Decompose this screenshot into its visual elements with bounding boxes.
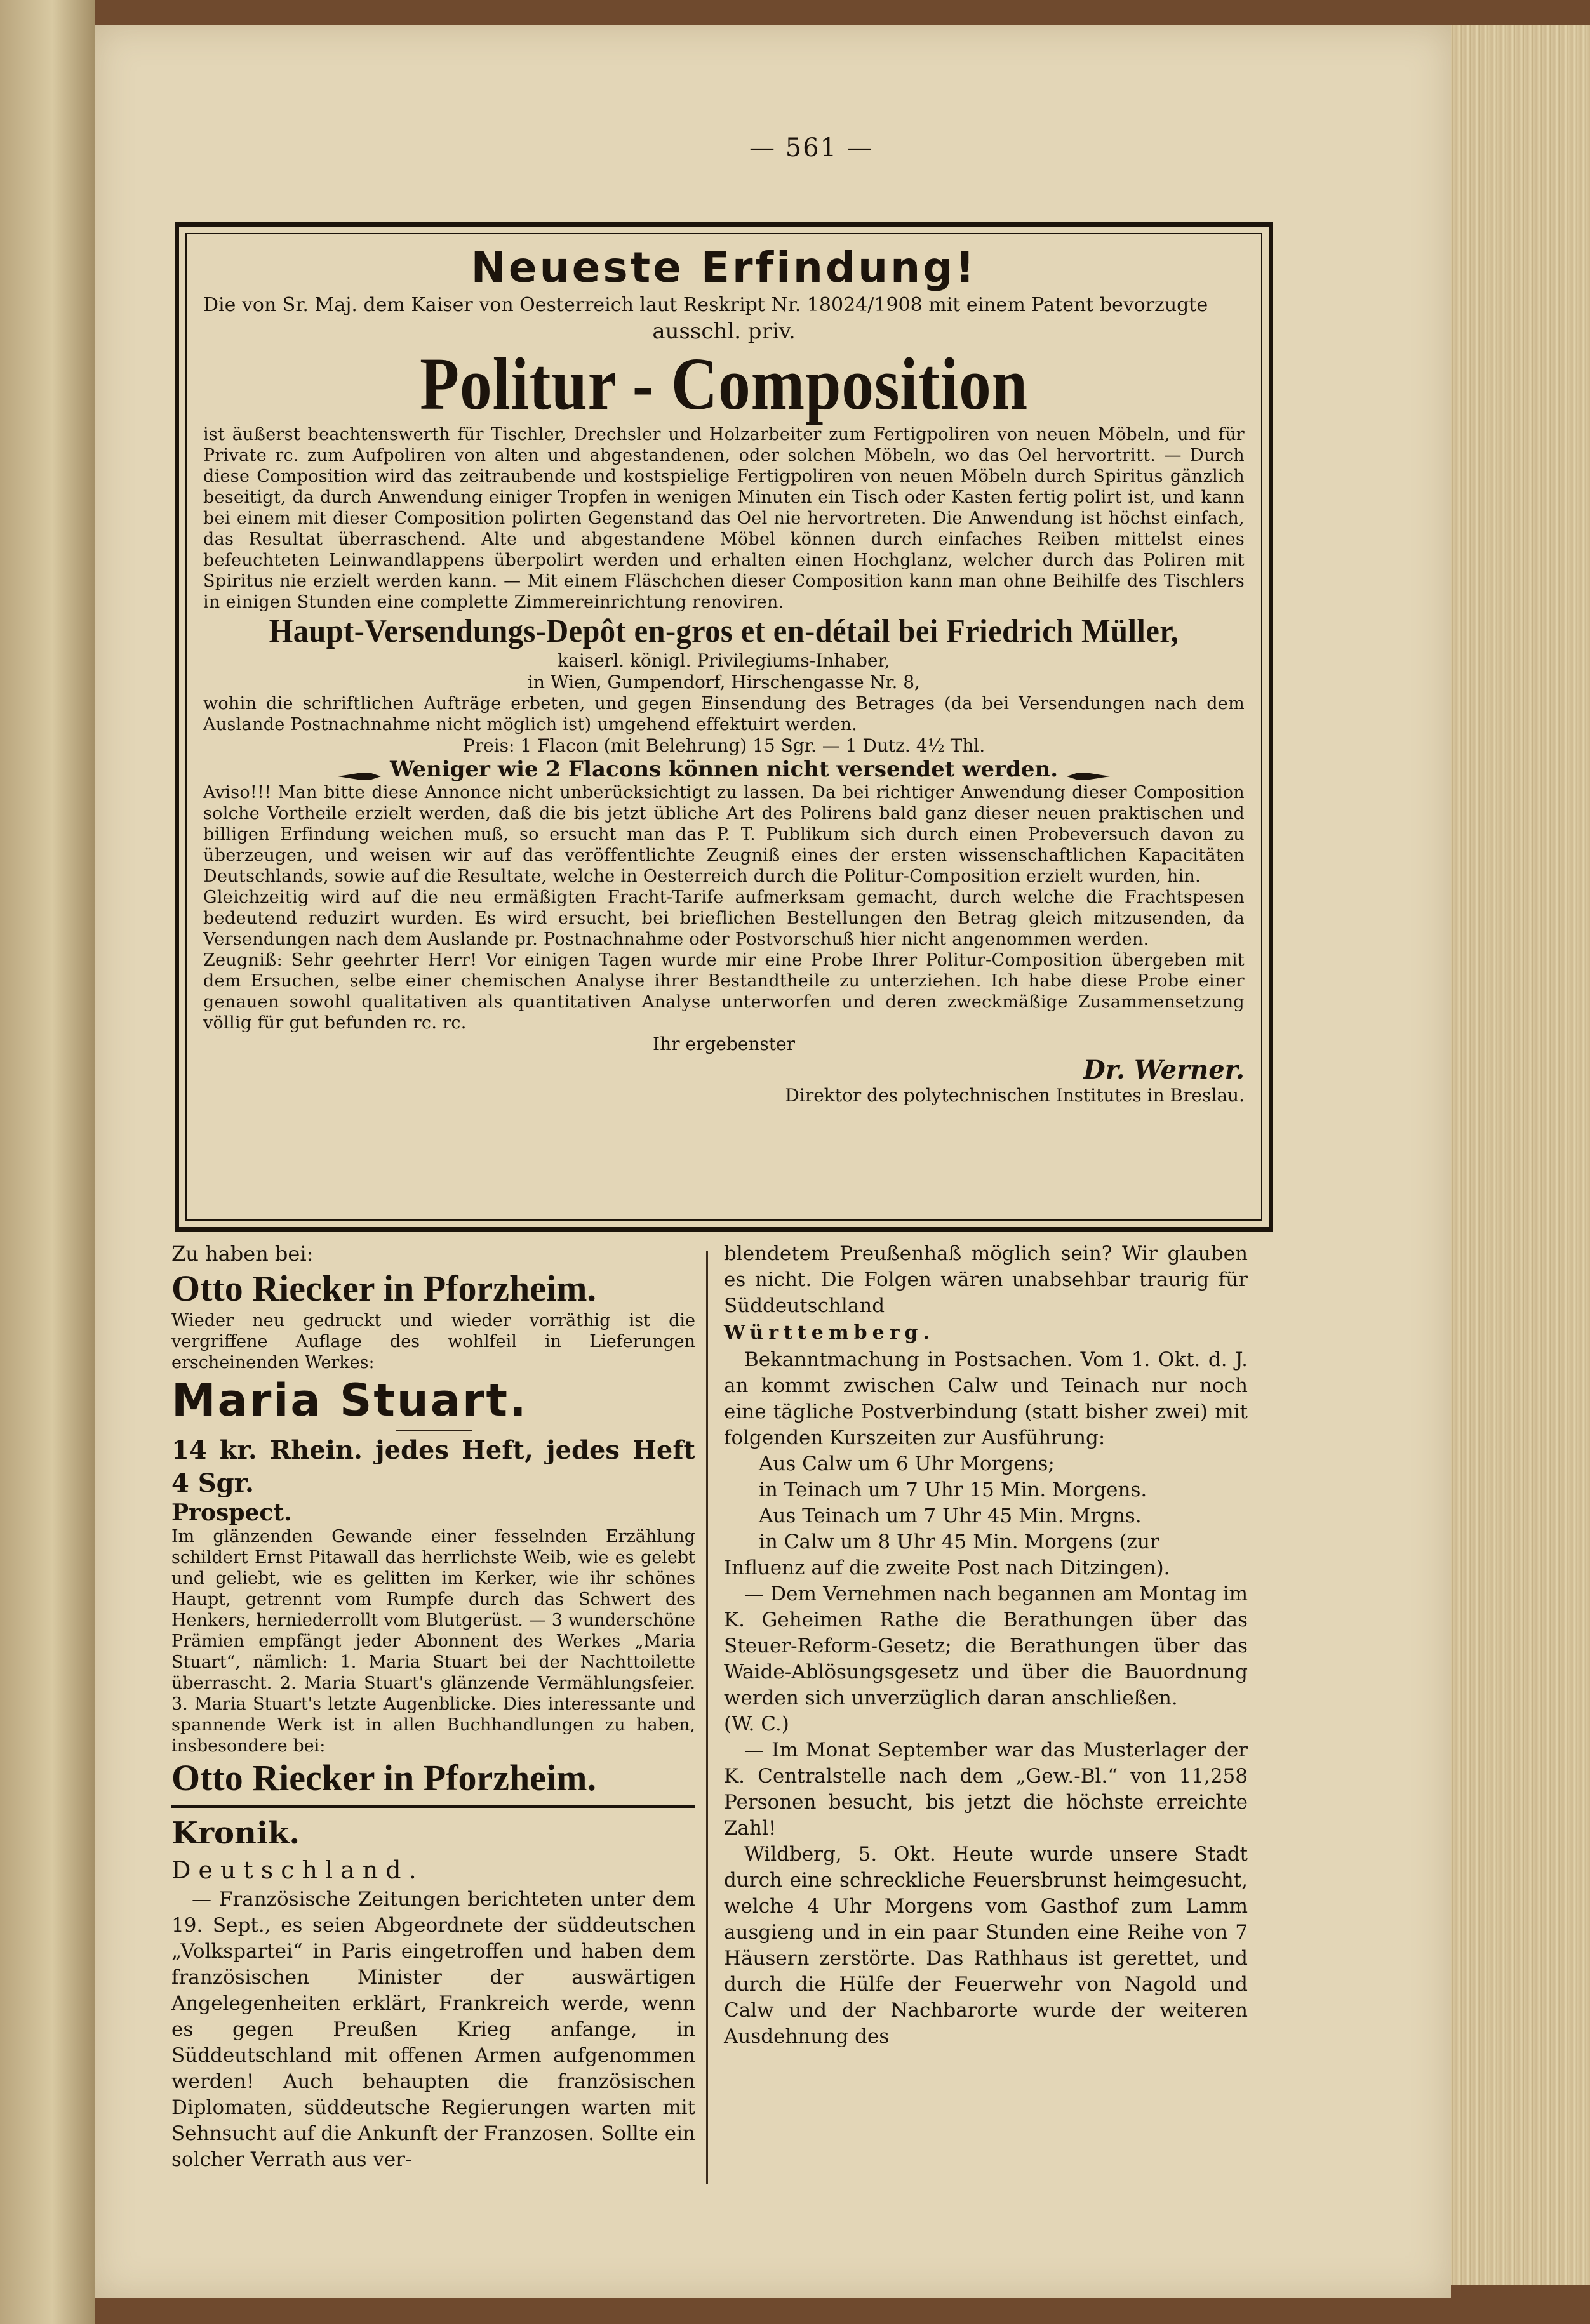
- ad-orders: wohin die schriftlichen Aufträge erbeten, und gegen Einsendung des Betrages (da bei Versendungen nach dem Auslande Postnachnahme nicht möglich ist) umgehend effektuirt werden.: [203, 694, 1245, 734]
- ad-warning-line: [203, 757, 1245, 782]
- section-divider: [171, 1805, 695, 1808]
- publisher-name-repeat: Otto Riecker in Pforzheim.: [171, 1757, 596, 1798]
- book-title: Maria Stuart.: [171, 1374, 528, 1426]
- ad-privilege-short: ausschl. priv.: [652, 319, 796, 344]
- divider: [396, 1430, 472, 1431]
- ad-testimonial: Zeugniß: Sehr geehrter Herr! Vor einigen Tagen wurde mir eine Probe Ihrer Politur-Composition übergeben mit dem Ersuchen, selbe einer chemischen Analyse ihrer Bestandtheile zu unterziehen. Ich habe diese Probe einer genauen sowohl qualitativen als quantitativen Analyse unterworfen und deren zweckmäßige Zusammensetzung völlig für gut befunden rc. rc.: [203, 950, 1245, 1033]
- schedule-line: Aus Calw um 6 Uhr Morgens;: [759, 1452, 1055, 1475]
- to-have-label: Zu haben bei:: [171, 1242, 314, 1266]
- prospect-heading: Prospect.: [171, 1499, 292, 1526]
- schedule-line: in Teinach um 7 Uhr 15 Min. Morgens.: [759, 1478, 1147, 1501]
- pointing-hand-icon: [1066, 764, 1111, 778]
- country-heading: Deutschland.: [171, 1856, 424, 1884]
- ad-address: in Wien, Gumpendorf, Hirschengasse Nr. 8,: [528, 672, 920, 693]
- schedule-line: Aus Teinach um 7 Uhr 45 Min. Mrgns.: [759, 1504, 1142, 1527]
- advertisement-inner-frame: [185, 233, 1262, 1221]
- publisher-name: Otto Riecker in Pforzheim.: [171, 1268, 596, 1309]
- ad-director: Direktor des polytechnischen Institutes in Breslau.: [785, 1085, 1245, 1106]
- advertisement-box: [175, 222, 1273, 1232]
- schedule-note: Influenz auf die zweite Post nach Ditzingen).: [724, 1557, 1170, 1579]
- ad-signature: Dr. Werner.: [1083, 1055, 1245, 1085]
- page-number: — 561 —: [749, 133, 874, 163]
- postal-notice: Bekanntmachung in Postsachen. Vom 1. Okt. d. J. an kommt zwischen Calw und Teinach nur noch eine tägliche Postverbindung (statt bisher zwei) mit folgenden Kurszeiten zur Ausführung:: [724, 1348, 1248, 1449]
- ad-price: Preis: 1 Flacon (mit Belehrung) 15 Sgr. — 1 Dutz. 4½ Thl.: [462, 735, 985, 756]
- ad-privilege-text: Die von Sr. Maj. dem Kaiser von Oesterreich laut Reskript Nr. 18024/1908 mit einem Patent bevorzugte: [203, 294, 1208, 316]
- ad-headline: Neueste Erfindung!: [471, 243, 977, 292]
- page-stack-edge: [1444, 25, 1590, 2285]
- ad-aviso: Aviso!!! Man bitte diese Annonce nicht unberücksichtigt zu lassen. Da bei richtiger Anwendung dieser Composition solche Vortheile erzielt werden, daß die bis jetzt übliche Art des Polirens bald ganz dieser neuen praktischen und billigen Erfindung weichen muß, so ersucht man das P. T. Publikum sich durch einen Probeversuch davon zu überzeugen, und weisen wir auf das veröffentlichte Zeugniß eines der ersten wissenschaftlichen Kapacitäten Deutschlands, sowie auf die Resultate, welche in Oesterreich durch die Politur-Composition erzielt wurden, hin.: [203, 783, 1245, 886]
- council-news: — Dem Vernehmen nach begannen am Montag im K. Geheimen Rathe die Berathungen über das Steuer-Reform-Gesetz; die Berathungen über das Waide-Ablösungsgesetz und über die Bauordnung werden sich unverzüglich daran anschließen.: [724, 1583, 1248, 1710]
- ad-holder: kaiserl. königl. Privilegiums-Inhaber,: [558, 650, 890, 671]
- news-article: — Französische Zeitungen berichteten unter dem 19. Sept., es seien Abgeordnete der süddeutschen „Volkspartei“ in Paris eingetroffen und haben dem französischen Minister der auswärtigen Angelegenheiten erklärt, Frankreich werde, wenn es gegen Preußen Krieg anfange, in Süddeutschland mit offenen Armen aufgenommen werden! Auch behaupten die französischen Diplomaten, süddeutsche Regierungen warten mit Sehnsucht auf die Ankunft der Franzosen. Sollte ein solcher Verrath aus ver-: [171, 1888, 695, 2171]
- column-divider: [706, 1251, 708, 2184]
- prospect-text: Im glänzenden Gewande einer fesselnden Erzählung schildert Ernst Pitawall das herrlichste Weib, wie es gelebt und geliebt, wie es gelitten im Kerker, wie ihr schönes Haupt, getrennt vom Rumpfe durch das Schwert des Henkers, herniederrollt vom Blutgerüst. — 3 wunderschöne Prämien empfängt jeder Abonnent des Werkes „Maria Stuart“, nämlich: 1. Maria Stuart bei der Nachttoilette überrascht. 2. Maria Stuart's glänzende Vermählungsfeier. 3. Maria Stuart's letzte Augenblicke. Dies interessante und spannende Werk ist in allen Buchhandlungen zu haben, insbesondere bei:: [171, 1527, 695, 1756]
- ad-description: ist äußerst beachtenswerth für Tischler, Drechsler und Holzarbeiter zum Fertigpoliren von neuen Möbeln, und für Private rc. zum Aufpoliren von alten und abgestandenen, oder solchen Möbeln, wo das Oel hervortritt. — Durch diese Composition wird das zeitraubende und kostspielige Fertigpoliren von neuen Möbeln durch Spiritus gänzlich beseitigt, da durch Anwendung einiger Tropfen in wenigen Minuten ein Tisch oder Kasten fertig polirt ist, und kann bei einem mit dieser Composition polirten Gegenstand das Oel nie hervortreten. Die Anwendung ist höchst einfach, das Resultat überraschend. Alte und abgestandene Möbel können durch einfaches Reiben mittelst eines befeuchteten Leinwandlappens überpolirt werden und erhalten einen Hochglanz, welcher durch das Poliren mit Spiritus nie erzielt werden kann. — Mit einem Fläschchen dieser Composition kann man ohne Beihilfe des Tischlers in einigen Stunden eine complette Zimmereinrichtung renoviren.: [203, 425, 1245, 612]
- chronicle-heading: Kronik.: [171, 1816, 300, 1851]
- book-price: 14 kr. Rhein. jedes Heft, jedes Heft 4 Sgr.: [171, 1435, 695, 1498]
- continuation-text: blendetem Preußenhaß möglich sein? Wir glauben es nicht. Die Folgen wären unabsehbar traurig für Süddeutschland: [724, 1242, 1248, 1317]
- ad-freight: Gleichzeitig wird auf die neu ermäßigten Fracht-Tarife aufmerksam gemacht, durch welche die Frachtspesen bedeutend reduzirt wurden. Es wird ersucht, bei brieflichen Bestellungen den Betrag gleich mitzusenden, da Versendungen nach dem Auslande pr. Postnachnahme oder Postvorschuß hier nicht angenommen werden.: [203, 887, 1245, 949]
- right-column: [724, 1241, 1248, 2050]
- reprint-notice: Wieder neu gedruckt und wieder vorräthig ist die vergriffene Auflage des wohlfeil in Lieferungen erscheinenden Werkes:: [171, 1311, 695, 1372]
- exhibition-news: — Im Monat September war das Musterlager der K. Centralstelle nach dem „Gew.-Bl.“ von 11,258 Personen besucht, bis jetzt die höchste erreichte Zahl!: [724, 1739, 1248, 1840]
- left-column: [171, 1241, 695, 2173]
- ad-product-name: Politur - Composition: [420, 342, 1028, 425]
- ad-depot: Haupt-Versendungs-Depôt en-gros et en-détail bei Friedrich Müller,: [269, 613, 1179, 649]
- fire-news: Wildberg, 5. Okt. Heute wurde unsere Stadt durch eine schreckliche Feuersbrunst heimgesucht, welche 4 Uhr Morgens vom Gasthof zum Lamm ausgieng und in ein paar Stunden eine Reihe von 7 Häusern zerstörte. Das Rathhaus ist gerettet, und durch die Hülfe der Feuerwehr von Nagold und Calw und der Nachbarorte wurde der weiteren Ausdehnung des: [724, 1843, 1248, 2048]
- pointing-hand-icon: [337, 764, 382, 778]
- ad-closing: Ihr ergebenster: [653, 1033, 795, 1054]
- country-heading-wuerttemberg: Württemberg.: [724, 1322, 935, 1344]
- schedule-line: in Calw um 8 Uhr 45 Min. Morgens (zur: [759, 1531, 1159, 1553]
- book-spine-edge: [0, 0, 95, 2324]
- council-source: (W. C.): [724, 1713, 789, 1736]
- newspaper-page: [95, 25, 1451, 2298]
- ad-warning-text: Weniger wie 2 Flacons können nicht versendet werden.: [389, 757, 1059, 782]
